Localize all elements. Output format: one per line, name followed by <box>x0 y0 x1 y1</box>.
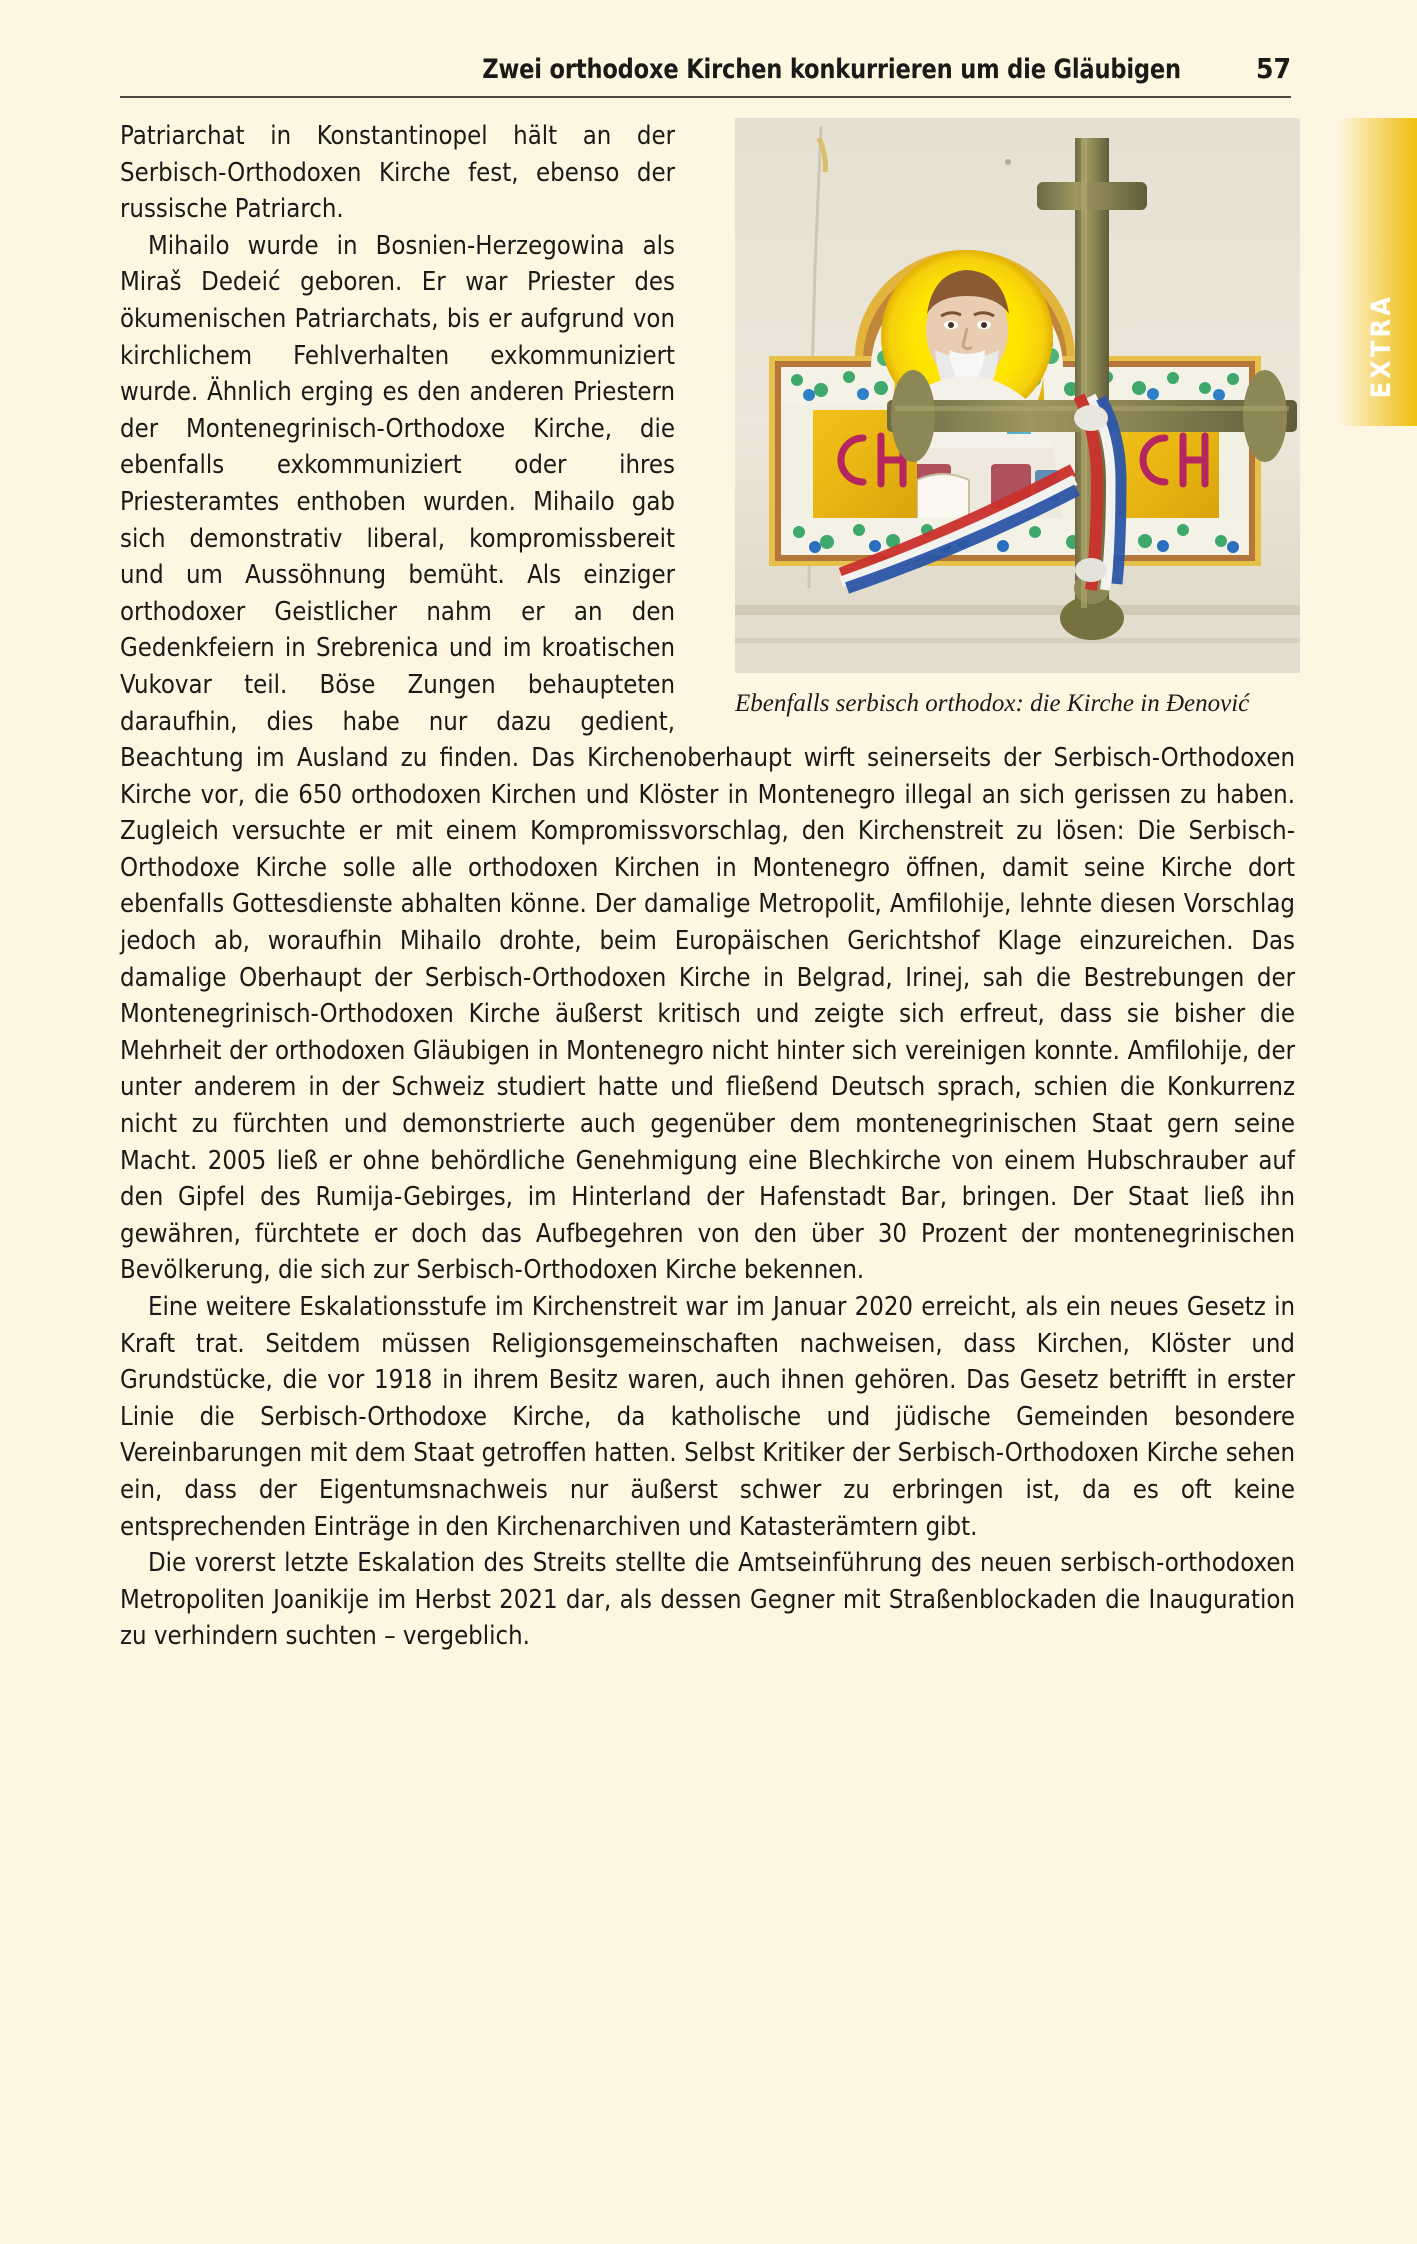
page-number: 57 <box>1255 52 1291 85</box>
paragraph-1b-text: Mihailo wurde in Bosnien-Herzegowina als Miraš Dedeić geboren. Er war Priester des ökumenischen Patriarchats, bis er aufgrund von kirchlichem Fehlverhalten exkommuniziert wurde. Ähnlich erging es den anderen Priestern der Montenegrinisch-Orthodoxe Kirche, die ebenfalls exkommuniziert oder ihres Priesteramtes enthoben wurden. Mihailo gab sich demonstrativ liberal, kompromissbereit und um Aussöhnung bemüht. Als einziger orthodoxer Geistlicher nahm er an den Gedenkfeiern in Srebrenica und im kroatischen Vukovar teil. Böse Zungen behaupteten daraufhin, dies habe nur dazu gedient, Beachtung im Ausland zu finden. Das Kirchenoberhaupt wirft seinerseits der Serbisch-Orthodoxen Kirche vor, die 650 orthodoxen Kirchen und Klöster in Montenegro illegal an sich gerissen zu haben. Zugleich versuchte er mit einem Kompromissvorschlag, den Kirchenstreit zu lösen: Die Serbisch-Orthodoxe Kirche solle alle orthodoxen Kirchen in Montenegro öffnen, damit seine Kirche dort ebenfalls Gottesdienste abhalten könne. Der damalige Metropolit, Amfilohije, lehnte diesen Vorschlag jedoch ab, woraufhin Mihailo drohte, beim Europäischen Gerichtshof Klage einzureichen. Das damalige Oberhaupt der Serbisch-Orthodoxen Kirche in Belgrad, Irinej, sah die Bestrebungen der Montenegrinisch-Orthodoxen Kirche äußerst kritisch und zeigte sich erfreut, dass sie bisher die Mehrheit der orthodoxen Gläubigen in Montenegro nicht hinter sich vereinigen konnte. Amfilohije, der unter anderem in der Schweiz studiert hatte und fließend Deutsch sprach, schien die Konkurrenz nicht zu fürchten und demonstrierte auch gegenüber dem montenegrinischen Staat gern seine Macht. 2005 ließ er ohne behördliche Genehmigung eine Blechkirche von einem Hubschrauber auf den Gipfel des Rumija-Gebirges, im Hinterland der Hafenstadt Bar, bringen. Der Staat ließ ihn gewähren, fürchtete er doch das Aufbegehren von den über 30 Prozent der montenegrinischen Bevölkerung, die sich zur Serbisch-Orthodoxen Kirche bekennen. <box>120 230 1295 1286</box>
extra-side-tab[interactable] <box>1339 118 1417 426</box>
paragraph-1-text: Patriarchat in Konstantinopel hält an der Serbisch-Orthodoxen Kirche fest, ebenso der russische Patriarch. <box>120 121 675 225</box>
paragraph-2 <box>120 1289 1295 1545</box>
photo-wrap-shape <box>675 118 1295 708</box>
running-head <box>120 52 1291 98</box>
figure-caption: Ebenfalls serbisch orthodox: die Kirche in Ðenović <box>735 690 1250 717</box>
body-text <box>120 118 1295 1655</box>
paragraph-3-text: Die vorerst letzte Eskalation des Streits stellte die Amtseinführung des neuen serbisch-orthodoxen Metropoliten Joanikije im Herbst 2021 dar, als dessen Gegner mit Straßenblockaden die Inauguration zu verhindern suchten – vergeblich. <box>120 1548 1295 1652</box>
header-divider <box>120 96 1291 98</box>
paragraph-2-text: Eine weitere Eskalationsstufe im Kirchenstreit war im Januar 2020 erreicht, als ein neues Gesetz in Kraft trat. Seitdem müssen Religionsgemeinschaften nachweisen, dass Kirchen, Klöster und Grundstücke, die vor 1918 in ihrem Besitz waren, auch ihnen gehören. Das Gesetz betrifft in erster Linie die Serbisch-Orthodoxe Kirche, da katholische und jüdische Gemeinden besondere Vereinbarungen mit dem Staat getroffen hatten. Selbst Kritiker der Serbisch-Orthodoxen Kirche sehen ein, dass der Eigentumsnachweis nur äußerst schwer zu erbringen ist, da es oft keine entsprechenden Einträge in den Kirchenarchiven und Katasterämtern gibt. <box>120 1292 1295 1542</box>
page-title: Zwei orthodoxe Kirchen konkurrieren um die Gläubigen <box>482 54 1181 85</box>
paragraph-3 <box>120 1545 1295 1655</box>
extra-side-tab-label: EXTRA <box>1366 293 1397 398</box>
